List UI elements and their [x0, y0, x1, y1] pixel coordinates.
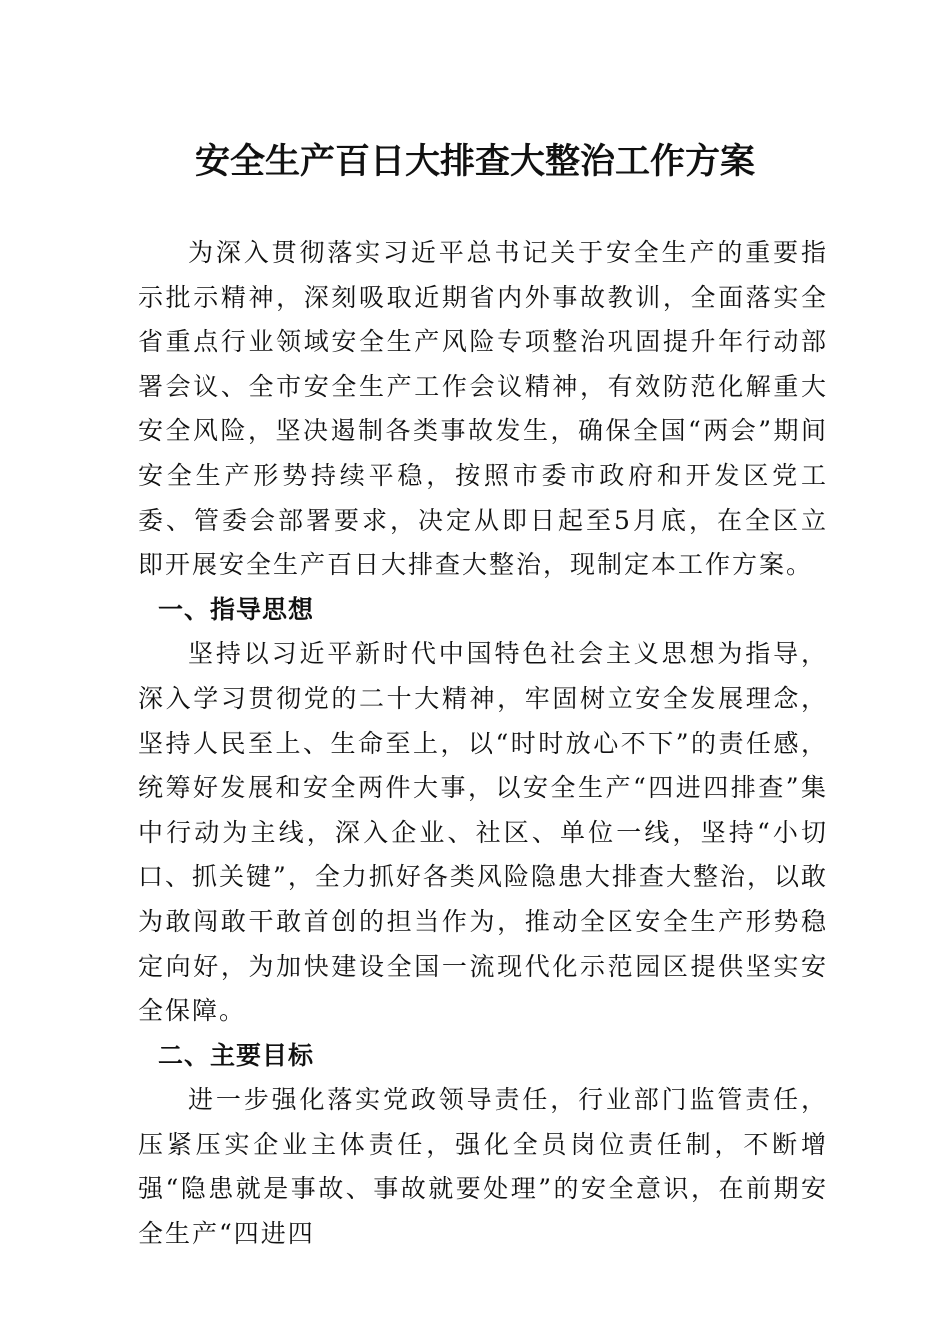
section-heading-guiding-ideology: 一、指导思想	[158, 594, 315, 624]
section-paragraph-guiding-ideology: 坚持以习近平新时代中国特色社会主义思想为指导，深入学习贯彻党的二十大精神，牢固树立安全发展理念，坚持人民至上、生命至上，以“时时放心不下”的责任感，统筹好发展和安全两件大事，以安全生产“四进四排查”集中行动为主线，深入企业、社区、单位一线，坚持“小切口、抓关键”，全力抓好各类风险隐患大排查大整治，以敢为敢闯敢干敢首创的担当作为，推动全区安全生产形势稳定向好，为加快建设全国一流现代化示范园区提供坚实安全保障。	[138, 639, 828, 1026]
section-heading-main-goals: 二、主要目标	[158, 1040, 315, 1070]
document-title: 安全生产百日大排查大整治工作方案	[194, 141, 755, 182]
document-body	[138, 231, 828, 1257]
section-paragraph-main-goals: 进一步强化落实党政领导责任，行业部门监管责任，压紧压实企业主体责任，强化全员岗位责任制，不断增强“隐患就是事故、事故就要处理”的安全意识，在前期安全生产“四进四	[138, 1085, 828, 1249]
intro-paragraph: 为深入贯彻落实习近平总书记关于安全生产的重要指示批示精神，深刻吸取近期省内外事故教训，全面落实全省重点行业领域安全生产风险专项整治巩固提升年行动部署会议、全市安全生产工作会议精神，有效防范化解重大安全风险，坚决遏制各类事故发生，确保全国“两会”期间安全生产形势持续平稳，按照市委市政府和开发区党工委、管委会部署要求，决定从即日起至5月底，在全区立即开展安全生产百日大排查大整治，现制定本工作方案。	[138, 238, 828, 580]
